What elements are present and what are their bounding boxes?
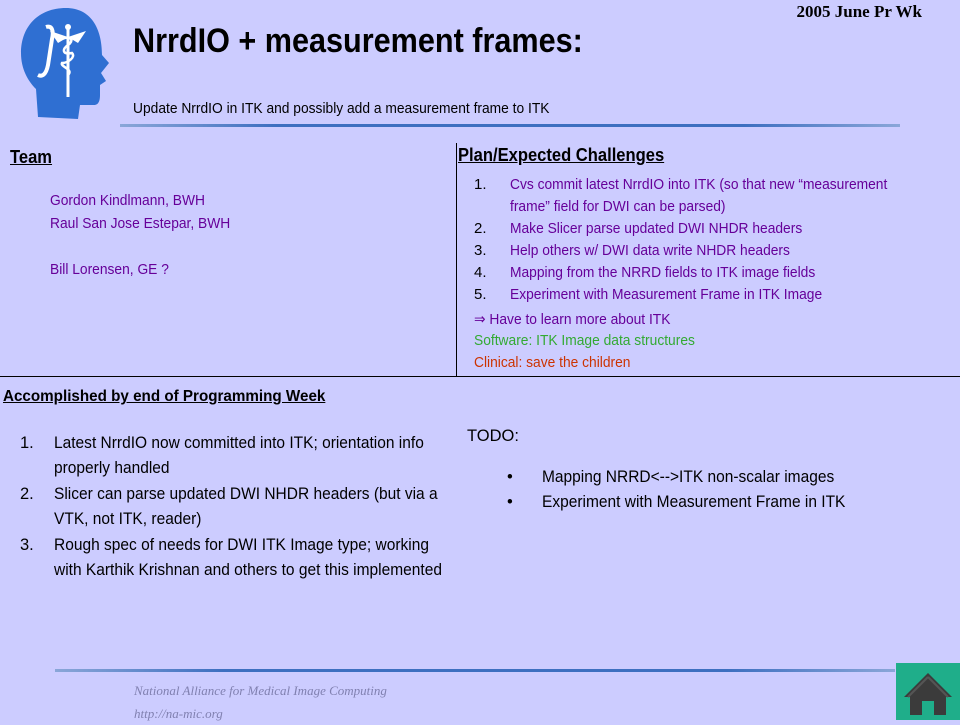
accomplished-item — [20, 431, 490, 481]
implies-arrow-icon: ⇒ — [474, 311, 486, 328]
plan-arrow-note — [474, 310, 670, 328]
section-divider — [0, 376, 960, 377]
plan-item-text: Make Slicer parse updated DWI NHDR headers — [510, 220, 803, 237]
plan-item-number: 1. — [474, 176, 487, 193]
team-member: Gordon Kindlmann, BWH — [50, 192, 205, 209]
plan-item — [474, 262, 954, 284]
plan-item-number: 3. — [474, 242, 487, 259]
footer-divider — [55, 669, 895, 672]
plan-item-number: 2. — [474, 220, 487, 237]
bullet-icon: • — [507, 468, 513, 486]
plan-item — [474, 218, 954, 240]
team-heading: Team — [10, 147, 53, 167]
header-divider — [120, 124, 900, 127]
todo-item — [507, 490, 960, 515]
page-subtitle: Update NrrdIO in ITK and possibly add a measurement frame to ITK — [133, 100, 550, 117]
plan-software-note: Software: ITK Image data structures — [474, 332, 695, 349]
footer-url[interactable]: http://na-mic.org — [134, 706, 223, 721]
accomplished-item-number: 1. — [20, 434, 34, 452]
plan-item-text: Cvs commit latest NrrdIO into ITK (so that new “measurement frame” field for DWI can be parsed) — [510, 176, 888, 215]
plan-arrow-note-text: Have to learn more about ITK — [489, 311, 671, 328]
date-label: 2005 June Pr Wk — [796, 2, 922, 21]
page-title: NrrdIO + measurement frames: — [133, 22, 583, 60]
bullet-icon: • — [507, 493, 513, 511]
home-icon — [896, 663, 960, 720]
column-divider — [456, 143, 457, 377]
plan-list — [474, 174, 954, 306]
head-caduceus-icon — [16, 5, 116, 123]
accomplished-item — [20, 533, 490, 583]
accomplished-item-number: 3. — [20, 536, 34, 554]
plan-item-text: Mapping from the NRRD fields to ITK image fields — [510, 264, 816, 281]
team-member: Bill Lorensen, GE ? — [50, 261, 169, 278]
plan-item-text: Help others w/ DWI data write NHDR headers — [510, 242, 790, 259]
accomplished-heading: Accomplished by end of Programming Week — [3, 388, 326, 405]
plan-item-number: 5. — [474, 286, 487, 303]
accomplished-item-text: Slicer can parse updated DWI NHDR headers (but via a VTK, not ITK, reader) — [54, 485, 438, 528]
accomplished-item-number: 2. — [20, 485, 34, 503]
todo-list — [467, 465, 960, 515]
accomplished-list — [20, 431, 490, 584]
plan-clinical-note: Clinical: save the children — [474, 354, 631, 371]
plan-item — [474, 284, 954, 306]
plan-item — [474, 174, 954, 218]
todo-label: TODO: — [467, 427, 519, 445]
logo — [16, 5, 116, 123]
home-button[interactable] — [896, 663, 960, 720]
todo-item-text: Mapping NRRD<-->ITK non-scalar images — [542, 468, 835, 486]
plan-item-number: 4. — [474, 264, 487, 281]
accomplished-item — [20, 482, 490, 532]
plan-heading: Plan/Expected Challenges — [458, 145, 665, 165]
team-member: Raul San Jose Estepar, BWH — [50, 215, 231, 232]
todo-item-text: Experiment with Measurement Frame in ITK — [542, 493, 846, 511]
accomplished-item-text: Rough spec of needs for DWI ITK Image type; working with Karthik Krishnan and others to get this implemented — [54, 536, 442, 579]
plan-item-text: Experiment with Measurement Frame in ITK Image — [510, 286, 823, 303]
footer-org: National Alliance for Medical Image Computing — [134, 683, 387, 698]
plan-item — [474, 240, 954, 262]
accomplished-item-text: Latest NrrdIO now committed into ITK; orientation info properly handled — [54, 434, 424, 477]
todo-item — [507, 465, 960, 490]
